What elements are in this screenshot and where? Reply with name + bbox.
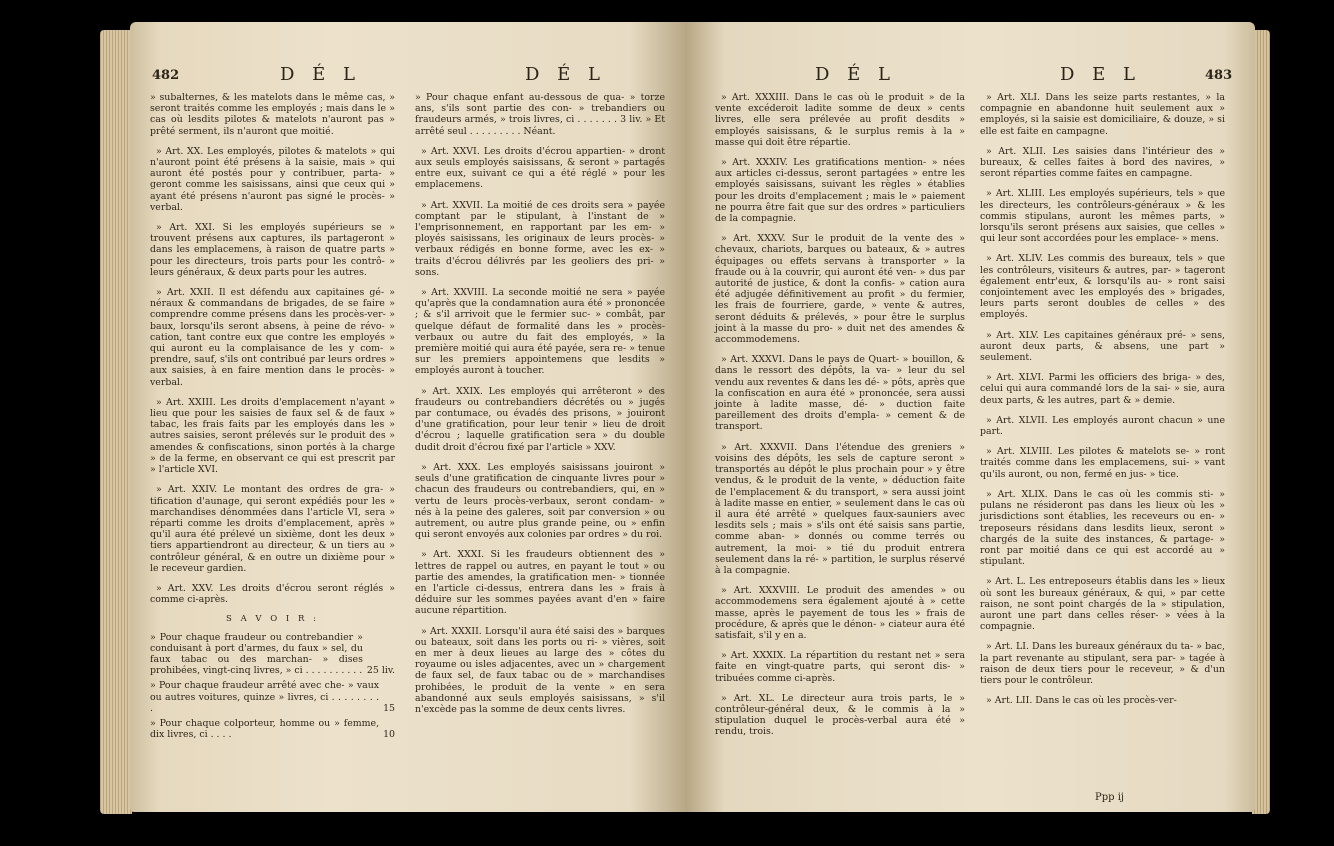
tariff-text: » Pour chaque fraudeur arrêté avec che- » vaux ou autres voitures, quinze » livres, ci . . . . . . . . . (150, 680, 380, 714)
running-head-right-col1: D É L (815, 64, 896, 85)
article-xxix: » Art. XXIX. Les employés qui arrêteront » des fraudeurs ou contrebandiers décrétés ou » jugés par contumace, ou évadés des prisons, » jouiront d'une gratification, pour leur tenir » lieu de droit d'écrou ; laquelle gratification sera » du double dudit droit d'écrou fixé par l'article » XXV. (415, 385, 665, 453)
article-l: » Art. L. Les entreposeurs établis dans les » lieux où sont les bureaux généraux, & qui, » par cette raison, ne sont point chargés de la » stipulation, auront une part dans celles réser- » vées à la compagnie. (980, 576, 1225, 633)
article-xl: » Art. XL. Le directeur aura trois parts, le » contrôleur-général deux, & le commis à la » stipulation duquel le procès-verbal aura été » rendu, trois. (715, 692, 965, 738)
article-xlii: » Art. XLII. Les saisies dans l'intérieur des » bureaux, & celles faites à bord des navires, » seront réparties comme faites en campagne. (980, 145, 1225, 180)
article-xlviii: » Art. XLVIII. Les pilotes & matelots se- » ront traités comme dans les emplacemens, sui- » vant qu'ils auront, ou non, fermé en jus- » tice. (980, 446, 1225, 480)
article-xxv: » Art. XXV. Les droits d'écrou seront réglés » comme ci-après. (150, 582, 395, 606)
left-page-column-1 (150, 92, 395, 740)
article-xlvii: » Art. XLVII. Les employés auront chacun » une part. (980, 414, 1225, 438)
right-page (685, 22, 1255, 812)
tariff-row (150, 632, 395, 677)
tariff-row (150, 718, 395, 740)
paragraph: » Pour chaque enfant au-dessous de qua- » torze ans, s'ils sont partie des con- » trebandiers ou fraudeurs armés, » trois livres, ci . . . . . . . 3 liv. » Et arrêté seul . . . . . . . . . Néant. (415, 92, 665, 137)
article-xxxix: » Art. XXXIX. La répartition du restant net » sera faite en vingt-quatre parts, qui seront dis- » tribuées comme ci-après. (715, 650, 965, 684)
tariff-text: » Pour chaque fraudeur ou contrebandier » conduisant à port d'armes, du faux » sel, du faux tabac ou des marchan- » dises prohibées, vingt-cinq livres, » ci . . . . . . . . . . (150, 631, 363, 677)
article-xlv: » Art. XLV. Les capitaines généraux pré- » sens, auront deux parts, & absens, une part » seulement. (980, 329, 1225, 364)
tariff-amount: 25 liv. (366, 665, 395, 677)
right-page-column-1 (715, 92, 965, 747)
article-xxxv: » Art. XXXV. Sur le produit de la vente des » chevaux, chariots, barques ou bateaux, & » autres équipages ou effets servans à transporter » la fraude ou à la couvrir, qui auront été ven- » dus par autorité de justice, & dont la confis- » cation aura été adjugée définitivement au profit » du fermier, les frais de fourriere, garde, » vente & autres, seront déduits & prélevés, » pour être le surplus joint à la masse du pro- » duit net des amendes & accommodemens. (715, 233, 965, 346)
article-xxxvi: » Art. XXXVI. Dans le pays de Quart- » bouillon, & dans le ressort des dépôts, la va- » leur du sel vendu aux reventes & dans les dé- » pôts, après que la confiscation en aura été » prononcée, sera aussi jointe à ladite masse, dé- » duction faite pareillement des droits d'empla- » cement & de transport. (715, 354, 965, 433)
article-xxviii: » Art. XXVIII. La seconde moitié ne sera » payée qu'après que la condamnation aura été » prononcée ; & s'il arrivoit que le fermier suc- » combât, par quelque défaut de formalité dans les » procès-verbaux ou autre du fait des employés, » la première moitié qui aura été payée, sera re- » tenue sur les premiers appointemens que lesdits » employés auront à toucher. (415, 287, 665, 377)
left-page (130, 22, 685, 812)
article-xxxiii: » Art. XXXIII. Dans le cas où le produit » de la vente excéderoit ladite somme de deux » cents livres, elle sera prélevée au profit desdits » employés saisissans, & le surplus remis à la » masse qui doit être répartie. (715, 92, 965, 148)
article-xxxiv: » Art. XXXIV. Les gratifications mention- » nées aux articles ci-dessus, seront partagées » entre les employés saisissans, suivant les règles » établies pour les droits d'emplacement ; mais le » paiement ne pourra être fait que sur des ordres » particuliers de la compagnie. (715, 157, 965, 225)
article-xlvi: » Art. XLVI. Parmi les officiers des briga- » des, celui qui aura commandé lors de la sai- » sie, aura deux parts, & les autres, part & » demie. (980, 372, 1225, 406)
tariff-row (150, 680, 395, 714)
open-book (100, 22, 1270, 834)
article-lii: » Art. LII. Dans le cas où les procès-ver- (986, 695, 1177, 707)
article-xliii: » Art. XLIII. Les employés supérieurs, tels » que les directeurs, les contrôleurs-généraux » & les commis stipulans, auront les mêmes parts, » lorsqu'ils seront présens aux saisies, que celles » qui leur sont accordées pour les emplace- » mens. (980, 188, 1225, 245)
paragraph: » subalternes, & les matelots dans le même cas, » seront traités comme les employés ; mais dans le » cas où lesdits pilotes & matelots n'auront pas » prêté serment, ils n'auront que moitié. (150, 92, 395, 137)
article-xxxi: » Art. XXXI. Si les fraudeurs obtiennent des » lettres de rappel ou autres, en payant le tout » ou partie des amendes, la gratification men- » tionnée en l'article ci-dessus, entrera dans les » frais à déduire sur les sommes payées avant d'en » faire aucune répartition. (415, 549, 665, 617)
article-li: » Art. LI. Dans les bureaux généraux du ta- » bac, la part revenante au stipulant, sera par- » tagée à raison de deux tiers pour le receveur, » & d'un tiers pour le contrôleur. (980, 641, 1225, 686)
article-xxvii: » Art. XXVII. La moitié de ces droits sera » payée comptant par le stipulant, à l'instant de » l'emprisonnement, en rapportant par les em- » ployés saisissans, les originaux de leurs procès- » verbaux rédigés en bonne forme, avec les ex- » traits d'écrou délivrés par les geoliers des pri- » sons. (415, 199, 665, 278)
article-xliv: » Art. XLIV. Les commis des bureaux, tels » que les contrôleurs, visiteurs & autres, par- » tageront également entr'eux, & lorsqu'ils au- » ront saisi conjointement avec les employés des » brigades, leurs parts seront doubles de celles » des employés. (980, 253, 1225, 321)
signature-mark: Ppp ij (1095, 792, 1125, 803)
page-number-left: 482 (152, 68, 180, 83)
article-xx: » Art. XX. Les employés, pilotes & matelots » qui n'auront point été présens à la saisie, mais » qui auront été postés pour y contribuer, parta- » geront comme les saisissans, ainsi que ceux qui » ayant été présens n'auront pas signé le procès- » verbal. (150, 145, 395, 213)
article-xxiii: » Art. XXIII. Les droits d'emplacement n'ayant » lieu que pour les saisies de faux sel & de faux » tabac, les frais faits par les employés dans les » autres saisies, seront prélevés sur le produit des » amendes & confiscations, sinon portés à la charge » de la ferme, en observant ce qui est prescrit par » l'article XVI. (150, 396, 395, 476)
article-xxxvii: » Art. XXXVII. Dans l'étendue des greniers » voisins des dépôts, les sels de capture seront » transportés au dépôt le plus prochain pour » y être vendus, & le produit de la vente, » déduction faite de l'emplacement & du transport, » sera aussi joint à ladite masse en entier, » seulement dans le cas où il aura été arrêté » quelques faux-sauniers avec lesdits sels ; mais » s'ils ont été saisis sans partie, comme aban- » donnés ou comme terrés ou autrement, la moi- » tié du produit entrera seulement dans la ré- » partition, le surplus réservé à la compagnie. (715, 441, 965, 576)
tariff-text: » Pour chaque colporteur, homme ou » femme, dix livres, ci . . . . (150, 717, 380, 741)
article-xxxii: » Art. XXXII. Lorsqu'il aura été saisi des » barques ou bateaux, soit dans les ports ou ri- » vières, soit en mer à deux lieues au large des » côtes du royaume ou isles adjacentes, avec un » chargement de faux sel, de faux tabac ou de » marchandises prohibées, le produit de la vente » en sera abandonné aux seuls employés saisissans, » s'il n'excède pas la somme de deux cents livres. (415, 625, 665, 715)
savoir-heading: S A V O I R : (226, 614, 319, 625)
article-xlix: » Art. XLIX. Dans le cas où les commis sti- » pulans ne résideront pas dans les lieux où les » jurisdictions sont établies, les receveurs ou en- » treposeurs résidans dans lesdits lieux, seront » chargés de la suite des instances, & partage- » ront par moitié dans ce qui est accordé au » stipulant. (980, 488, 1225, 568)
article-xxx: » Art. XXX. Les employés saisissans jouiront » seuls d'une gratification de cinquante livres pour » chacun des fraudeurs ou contrebandiers, qui, en » vertu de leurs procès-verbaux, seront condam- » nés à la peine des galeres, soit par conversion » ou autrement, ou autre plus grande peine, ou » enfin qui seront envoyés aux colonies par ordres » du roi. (415, 461, 665, 541)
page-edges-left (100, 30, 132, 814)
right-page-column-2 (980, 92, 1225, 715)
article-xli: » Art. XLI. Dans les seize parts restantes, » la compagnie en abandonne huit seulement aux » employés, si la saisie est domiciliaire, & douze, » si elle est faite en campagne. (980, 92, 1225, 137)
article-xxi: » Art. XXI. Si les employés supérieurs se » trouvent présens aux captures, ils partageront » dans les emplacemens, à raison de quatre parts » pour les directeurs, trois parts pour les contrô- » leurs généraux, & deux parts pour les autres. (150, 222, 395, 278)
article-xxiv: » Art. XXIV. Le montant des ordres de gra- » tification d'aunage, qui seront expédiés pour les » marchandises dénommées dans l'article VI, sera » réparti comme les droits d'emplacement, après » qu'il aura été prélevé un sixième, dont les deux » tiers appartiendront au directeur, & un tiers au » contrôleur général, & en outre un dixième pour » le receveur gardien. (150, 484, 395, 574)
article-xxxviii: » Art. XXXVIII. Le produit des amendes » ou accommodemens sera également ajouté à » cette masse, après le payement de tous les » frais de procédure, & après que le dénon- » ciateur aura été satisfait, s'il y en a. (715, 585, 965, 641)
running-head-right-col2: D E L (1060, 64, 1141, 85)
article-xxii: » Art. XXII. Il est défendu aux capitaines gé- » néraux & commandans de brigades, de se faire » comprendre comme présens dans les procès-ver- » baux, lorsqu'ils seront absens, à peine de révo- » cation, tant contre eux que contre les employés » qui auront eu la complaisance de les y com- » prendre, sauf, s'ils ont contribué par leurs ordres » aux saisies, à en faire mention dans le procès- » verbal. (150, 287, 395, 388)
tariff-amount: 15 (383, 702, 395, 714)
tariff-amount: 10 (383, 729, 395, 741)
running-head-left-col2: D É L (525, 64, 606, 85)
page-number-right: 483 (1205, 68, 1233, 83)
article-xxvi: » Art. XXVI. Les droits d'écrou appartien- » dront aux seuls employés saisissans, & seront » partagés entre eux, suivant ce qui a été réglé » pour les emplacemens. (415, 145, 665, 191)
running-head-left-col1: D É L (280, 64, 361, 85)
left-page-column-2 (415, 92, 665, 724)
